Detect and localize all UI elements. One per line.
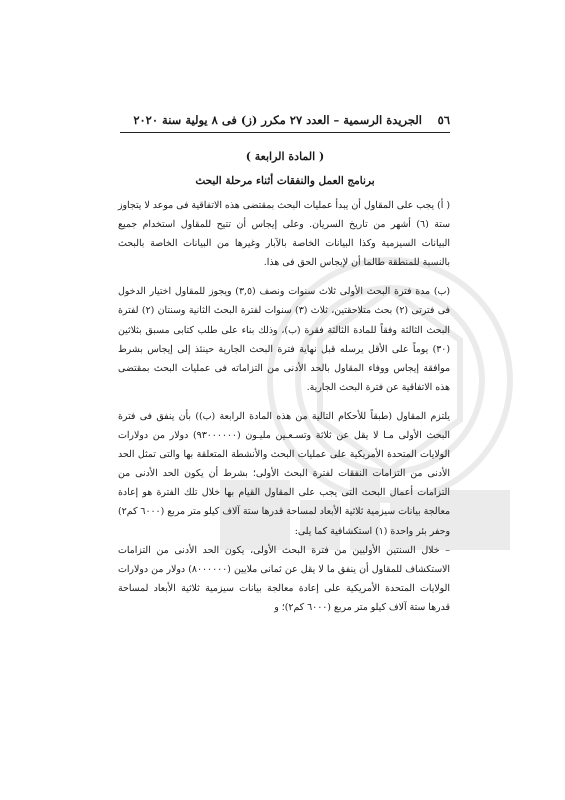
- paragraph-b: (ب) مدة فترة البحث الأولى ثلاث سنوات ونصف (٣,٥) ويجوز للمقاول اختيار الدخول فى فترتى (٢) بحث متلاحقتين، ثلاث (٣) سنوات لفترة البحث الثانية وسنتان (٢) لفترة البحث الثالثة وفقاً للمادة الثالثة فقرة (ب)، وذلك بناء على طلب كتابى مسبق بثلاثين (٣٠) يوماً على الأقل يرسله قبل نهاية فترة البحث الجارية حينئذ إلى إيجاس بشرط موافقة إيجاس ووفاء المقاول بالحد الأدنى من التزاماته فى عمليات البحث بمقتضى هذه الاتفاقية عن فترة البحث الجارية.: [118, 286, 450, 393]
- page-header: [120, 113, 450, 129]
- page-number: ٥٦: [437, 113, 450, 127]
- paragraph-obligations: يلتزم المقاول (طبقاً للأحكام التالية من هذه المادة الرابعة (ب)) بأن ينفق فى فترة البحث الأولى مـا لا يقل عن ثلاثة وتسـعـين مليـون (٩٣٠٠٠٠٠٠) دولار من دولارات الولايات المتحدة الأمريكية على عمليات البحث والأنشطة المتعلقة بها والتى تمثل الحد الأدنى من التزامات النفقات لفترة البحث الأولى؛ بشرط أن يكون الحد الأدنى من التزامات أعمال البحث التى يجب على المقاول القيام بها خلال تلك الفترة هو إعادة معالجة بيانات سيزمية ثلاثية الأبعاد لمساحة قدرها ستة آلاف كيلو متر مربع (٦٠٠٠ كم٢) وحفر بئر واحدة (١) استكشافية كما يلى:: [118, 410, 451, 537]
- paragraph-first-two-years: – خلال السنتين الأوليين من فترة البحث الأولى، يكون الحد الأدنى من التزامات الاستكشاف للمقاول أن ينفق ما لا يقل عن ثمانى ملايين (٨٠٠٠٠٠٠) دولار من دولارات الولايات المتحدة الأمريكية على إعادة معالجة بيانات سيزمية ثلاثية الأبعاد لمساحة قدرها ستة آلاف كيلو متر مربع (٦٠٠٠ كم٢)؛ و: [118, 544, 451, 613]
- header-divider: [120, 132, 450, 133]
- article-body: [118, 196, 450, 617]
- paragraph-gap: [118, 397, 450, 407]
- article-title: ( المادة الرابعة ): [245, 150, 325, 163]
- gazette-header-title: الجريدة الرسمية – العدد ٢٧ مكرر (ز) فى ٨ يولية سنة ٢٠٢٠: [133, 113, 422, 127]
- section-title: برنامج العمل والنفقات أثناء مرحلة البحث: [195, 175, 375, 187]
- paragraph-a: ( أ) يجب على المقاول أن يبدأ عمليات البحث بمقتضى هذه الاتفاقية فى موعد لا يتجاوز ستة (٦) أشهر من تاريخ السريان. وعلى إيجاس أن تتيح للمقاول استخدام جميع البيانات السيزمية وكذا البيانات الخاصة بالآبار وغيرها من البيانات الخاصة بالبحث بالنسبة للمنطقة طالما أن لإيجاس الحق فى هذا.: [118, 200, 450, 269]
- paragraph-gap: [118, 272, 450, 282]
